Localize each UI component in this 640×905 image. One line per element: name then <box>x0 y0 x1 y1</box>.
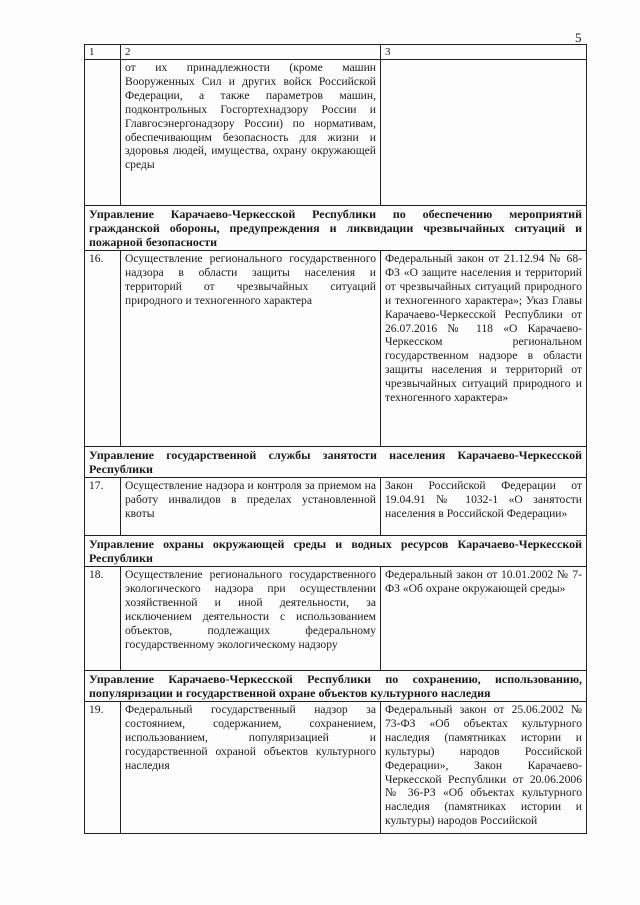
section-header-row <box>85 671 587 702</box>
row-description: от их принадлежности (кроме машин Вооруженных Сил и других войск Российской Федерации, а также параметров машин, подконтрольных Госгортехнадзору России и Главгосэнергонадзору России) по нормативам, обеспечивающим безопасность для жизни и здоровья людей, имущества, охрану окружающей среды <box>121 60 381 206</box>
row-legal-basis: Закон Российской Федерации от 19.04.91 № 1032-1 «О занятости населения в Российской Федерации» <box>381 478 587 536</box>
regulations-table <box>84 44 587 834</box>
row-number: 16. <box>85 251 121 447</box>
row-legal-basis <box>381 60 587 206</box>
page-number: 5 <box>575 30 582 45</box>
row-number: 18. <box>85 567 121 671</box>
section-title: Управление охраны окружающей среды и водных ресурсов Карачаево-Черкесской Республики <box>85 536 587 567</box>
table-row <box>85 702 587 834</box>
row-description: Федеральный государственный надзор за состоянием, содержанием, сохранением, использованием, популяризацией и государственной охраной объектов культурного наследия <box>121 702 381 834</box>
table-row <box>85 567 587 671</box>
table-row <box>85 251 587 447</box>
section-header-row <box>85 206 587 251</box>
section-header-row <box>85 536 587 567</box>
table-row <box>85 60 587 206</box>
table-row <box>85 478 587 536</box>
row-legal-basis: Федеральный закон от 10.01.2002 № 7-ФЗ «Об охране окружающей среды» <box>381 567 587 671</box>
row-legal-basis: Федеральный закон от 25.06.2002 № 73-ФЗ «Об объектах культурного наследия (памятниках истории и культуры) народов Российской Федерации», Закон Карачаево-Черкесской Республики от 20.06.2006 № 36-РЗ «Об объектах культурного наследия (памятниках истории и культуры) народов Российской <box>381 702 587 834</box>
row-description: Осуществление регионального государственного надзора в области защиты населения и территорий от чрезвычайных ситуаций природного и техногенного характера <box>121 251 381 447</box>
row-number <box>85 60 121 206</box>
section-title: Управление Карачаево-Черкесской Республики по обеспечению мероприятий гражданской обороны, предупреждения и ликвидации чрезвычайных ситуаций и пожарной безопасности <box>85 206 587 251</box>
table-header-row <box>85 45 587 60</box>
row-description: Осуществление надзора и контроля за приемом на работу инвалидов в пределах установленной квоты <box>121 478 381 536</box>
header-cell-legal-basis: 3 <box>381 45 587 60</box>
section-title: Управление Карачаево-Черкесской Республики по сохранению, использованию, популяризации и государственной охране объектов культурного наследия <box>85 671 587 702</box>
header-cell-description: 2 <box>121 45 381 60</box>
row-number: 17. <box>85 478 121 536</box>
row-legal-basis: Федеральный закон от 21.12.94 № 68-ФЗ «О защите населения и территорий от чрезвычайных ситуаций природного и техногенного характера»; Указ Главы Карачаево-Черкесской Республики от 26.07.2016 № 118 «О Карачаево-Черкесском региональном государственном надзоре в области защиты населения и территорий от чрезвычайных ситуаций природного и техногенного характера» <box>381 251 587 447</box>
header-cell-number: 1 <box>85 45 121 60</box>
section-header-row <box>85 447 587 478</box>
row-description: Осуществление регионального государственного экологического надзора при осуществлении хозяйственной и иной деятельности, за исключением деятельности с использованием объектов, подлежащих федеральному государственному экологическому надзору <box>121 567 381 671</box>
section-title: Управление государственной службы занятости населения Карачаево-Черкесской Республики <box>85 447 587 478</box>
row-number: 19. <box>85 702 121 834</box>
